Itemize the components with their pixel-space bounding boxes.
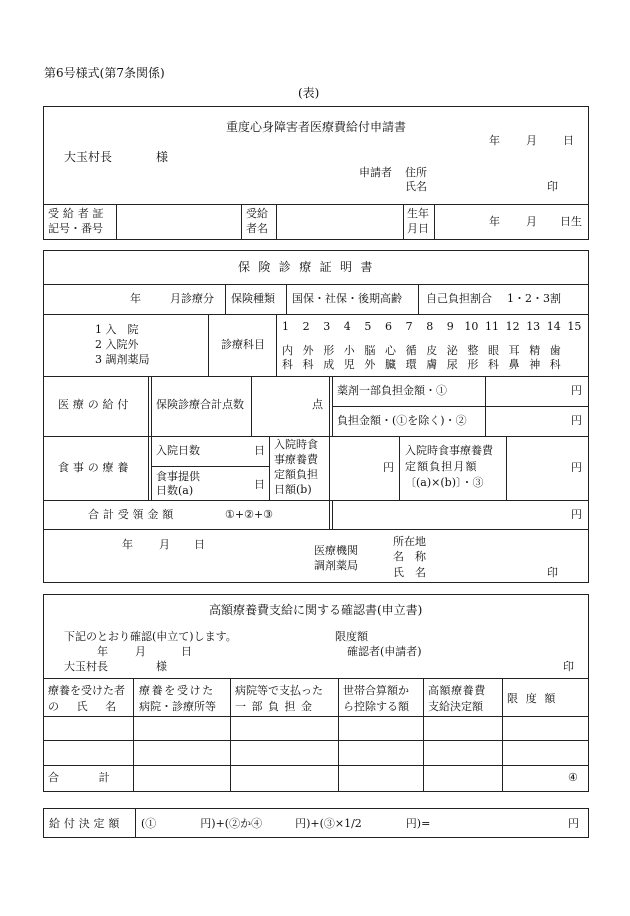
confirmer-label: 確認者(申請者) (347, 645, 422, 658)
dept-char-bottom: 科 (549, 358, 561, 371)
birth-day: 日生 (560, 215, 582, 228)
col-deduct-1: 世帯合算額か (343, 684, 409, 697)
dept-char-top: 歯 (549, 344, 561, 357)
total-formula: ①+②+③ (225, 508, 274, 521)
location-label: 所在地 (393, 535, 426, 548)
col-patient-2: の 氏 名 (48, 700, 120, 713)
cert-date-month: 月 (159, 538, 170, 551)
dept-number-8: 8 (426, 320, 434, 333)
dept-char-bottom: 鼻 (508, 358, 520, 371)
birth-year: 年 (489, 215, 500, 228)
meal-month-label-1: 入院時食事療養費 (405, 444, 493, 457)
dept-number-1: 1 (282, 320, 289, 333)
high-cost-title: 高額療養費支給に関する確認書(申立書) (209, 603, 423, 617)
app-date-day: 日 (563, 134, 574, 147)
dept-number-11: 11 (485, 320, 499, 333)
dept-char-bottom: 児 (343, 358, 355, 371)
facility-type-1: 1 入 院 (95, 323, 139, 336)
hc-date-year: 年 (97, 645, 108, 658)
meal-label: 食事の療養 (58, 461, 133, 474)
hc-total-mark: ④ (568, 771, 578, 784)
applicant-label: 申請者 (359, 166, 392, 179)
col-patient-1: 療養を受けた者 (48, 684, 125, 697)
recipient-cert-label: 受給者証 (48, 207, 108, 220)
meal-days-label: 食事提供 (156, 470, 200, 483)
drug-copay-label: 薬剤一部負担金額・① (337, 384, 447, 397)
app-addressee: 大玉村長 (64, 150, 113, 164)
copay-options: 1・2・3割 (507, 292, 561, 305)
hc-total-label-a: 合計 (48, 771, 150, 784)
medical-benefit-label: 医療の給付 (58, 398, 133, 411)
institution-label-2: 調剤薬局 (314, 559, 358, 572)
high-cost-statement: 下記のとおり確認(申立て)します。 (64, 630, 237, 643)
institution-label-1: 医療機関 (314, 544, 358, 557)
col-hospital-1: 療養を受けた (139, 684, 215, 697)
side-label: (表) (298, 86, 320, 100)
hc-addressee: 大玉村長 (64, 660, 108, 673)
meal-month-label-2: 定額負担月額 (405, 460, 478, 473)
dept-char-top: 小 (343, 344, 355, 357)
total-yen: 円 (571, 508, 582, 521)
dept-char-bottom: 神 (529, 358, 541, 371)
dept-char-top: 泌 (446, 344, 458, 357)
dept-number-13: 13 (526, 320, 541, 333)
col-paid-2: 一部負担金 (235, 700, 318, 713)
recipient-name-label-2: 者名 (246, 222, 268, 235)
applicant-seal: 印 (547, 180, 558, 193)
col-paid-1: 病院等で支払った (235, 684, 323, 697)
dept-number-5: 5 (364, 320, 372, 333)
dept-number-7: 7 (405, 320, 413, 333)
dept-char-bottom: 形 (467, 358, 479, 371)
meal-std-label-2: 事療養費 (274, 453, 318, 466)
dept-number-6: 6 (385, 320, 392, 333)
meal-std-label-4: 日額(b) (274, 483, 312, 496)
copay-amount-label: 負担金額・(①を除く)・② (337, 414, 467, 427)
cert-date-day: 日 (194, 538, 205, 551)
inst-name-label: 名 称 (393, 550, 426, 563)
hc-date-day: 日 (181, 645, 192, 658)
inpatient-days-label: 入院日数 (156, 444, 200, 457)
dept-char-top: 精 (529, 344, 541, 357)
dept-number-2: 2 (302, 320, 310, 333)
dept-number-15: 15 (567, 320, 582, 333)
drug-copay-yen: 円 (571, 384, 582, 397)
dept-number-12: 12 (505, 320, 520, 333)
recipient-name-label: 受給 (246, 207, 268, 220)
dept-char-bottom: 尿 (446, 358, 458, 371)
facility-type-2: 2 入院外 (95, 338, 139, 351)
institution-seal: 印 (547, 566, 558, 579)
col-deduct-2: ら控除する額 (343, 700, 409, 713)
facility-type-3: 3 調剤薬局 (95, 353, 150, 366)
dept-char-top: 整 (467, 344, 479, 357)
dept-char-top: 眼 (488, 344, 499, 357)
total-received-label: 合計受領金額 (88, 508, 178, 521)
cert-date-year: 年 (122, 538, 133, 551)
app-date-month: 月 (526, 134, 537, 147)
meal-std-yen: 円 (383, 461, 394, 474)
dept-char-bottom: 科 (488, 358, 499, 371)
limit-label: 限度額 (335, 630, 368, 643)
app-sama: 様 (156, 150, 169, 164)
meal-month-label-3: 〔(a)×(b)〕・③ (405, 476, 484, 489)
col-limit: 限度額 (507, 692, 564, 705)
dept-char-top: 脳 (364, 344, 376, 357)
hc-seal: 印 (563, 660, 574, 673)
dept-char-top: 皮 (426, 344, 438, 357)
address-label: 住所 (405, 166, 427, 179)
dept-number-14: 14 (546, 320, 561, 333)
birth-month: 月 (526, 215, 537, 228)
total-points-label: 保険診療合計点数 (156, 398, 244, 411)
cert-year: 年 (130, 292, 141, 305)
name-label: 氏名 (405, 180, 427, 193)
department-label: 診療科目 (221, 338, 265, 351)
inpatient-days-unit: 日 (254, 444, 265, 457)
dept-char-top: 形 (323, 344, 335, 357)
hc-sama: 様 (156, 660, 167, 673)
cert-month-service: 月診療分 (170, 292, 214, 305)
col-hospital-2: 病院・診療所等 (139, 700, 216, 713)
dept-char-top: 内 (282, 344, 293, 357)
insurance-type-label: 保険種類 (231, 292, 275, 305)
decision-label: 給付決定額 (49, 817, 124, 830)
rep-name-label: 氏 名 (393, 566, 426, 579)
dept-char-top: 耳 (508, 344, 520, 357)
dept-char-bottom: 科 (302, 358, 314, 371)
app-date-year: 年 (489, 134, 500, 147)
certificate-title: 保険診療証明書 (238, 260, 381, 274)
copay-amount-yen: 円 (571, 414, 582, 427)
dept-number-9: 9 (446, 320, 454, 333)
form-number: 第6号様式(第7条関係) (44, 66, 165, 80)
points-unit: 点 (312, 398, 323, 411)
copay-label: 自己負担割合 (426, 292, 492, 305)
insurance-types: 国保・社保・後期高齢 (292, 292, 402, 305)
dept-char-top: 外 (302, 344, 314, 357)
birth-label-2: 月日 (407, 222, 429, 235)
dept-char-bottom: 成 (323, 358, 335, 371)
dept-char-bottom: 膚 (426, 358, 438, 371)
dept-char-bottom: 外 (364, 358, 376, 371)
dept-number-3: 3 (323, 320, 331, 333)
col-amount-1: 高額療養費 (428, 684, 486, 697)
decision-formula: (① 円)+(②か④ 円)+(③×1/2 円)= (141, 817, 431, 830)
col-amount-2: 支給決定額 (428, 700, 483, 713)
meal-month-yen: 円 (571, 461, 582, 474)
birth-label: 生年 (407, 207, 429, 220)
hc-date-month: 月 (135, 645, 146, 658)
decision-yen: 円 (568, 817, 579, 830)
application-title: 重度心身障害者医療費給付申請書 (226, 120, 407, 134)
dept-char-top: 循 (405, 344, 417, 357)
dept-char-bottom: 臓 (385, 358, 396, 371)
dept-char-bottom: 科 (282, 358, 293, 371)
recipient-cert-label-2: 記号・番号 (48, 222, 103, 235)
meal-days-label-2: 日数(a) (156, 484, 194, 497)
dept-char-top: 心 (385, 344, 396, 357)
meal-std-label-1: 入院時食 (274, 438, 318, 451)
dept-char-bottom: 環 (405, 358, 417, 371)
dept-number-4: 4 (343, 320, 351, 333)
meal-std-label-3: 定額負担 (274, 468, 318, 481)
meal-days-unit: 日 (254, 478, 265, 491)
dept-number-10: 10 (464, 320, 479, 333)
